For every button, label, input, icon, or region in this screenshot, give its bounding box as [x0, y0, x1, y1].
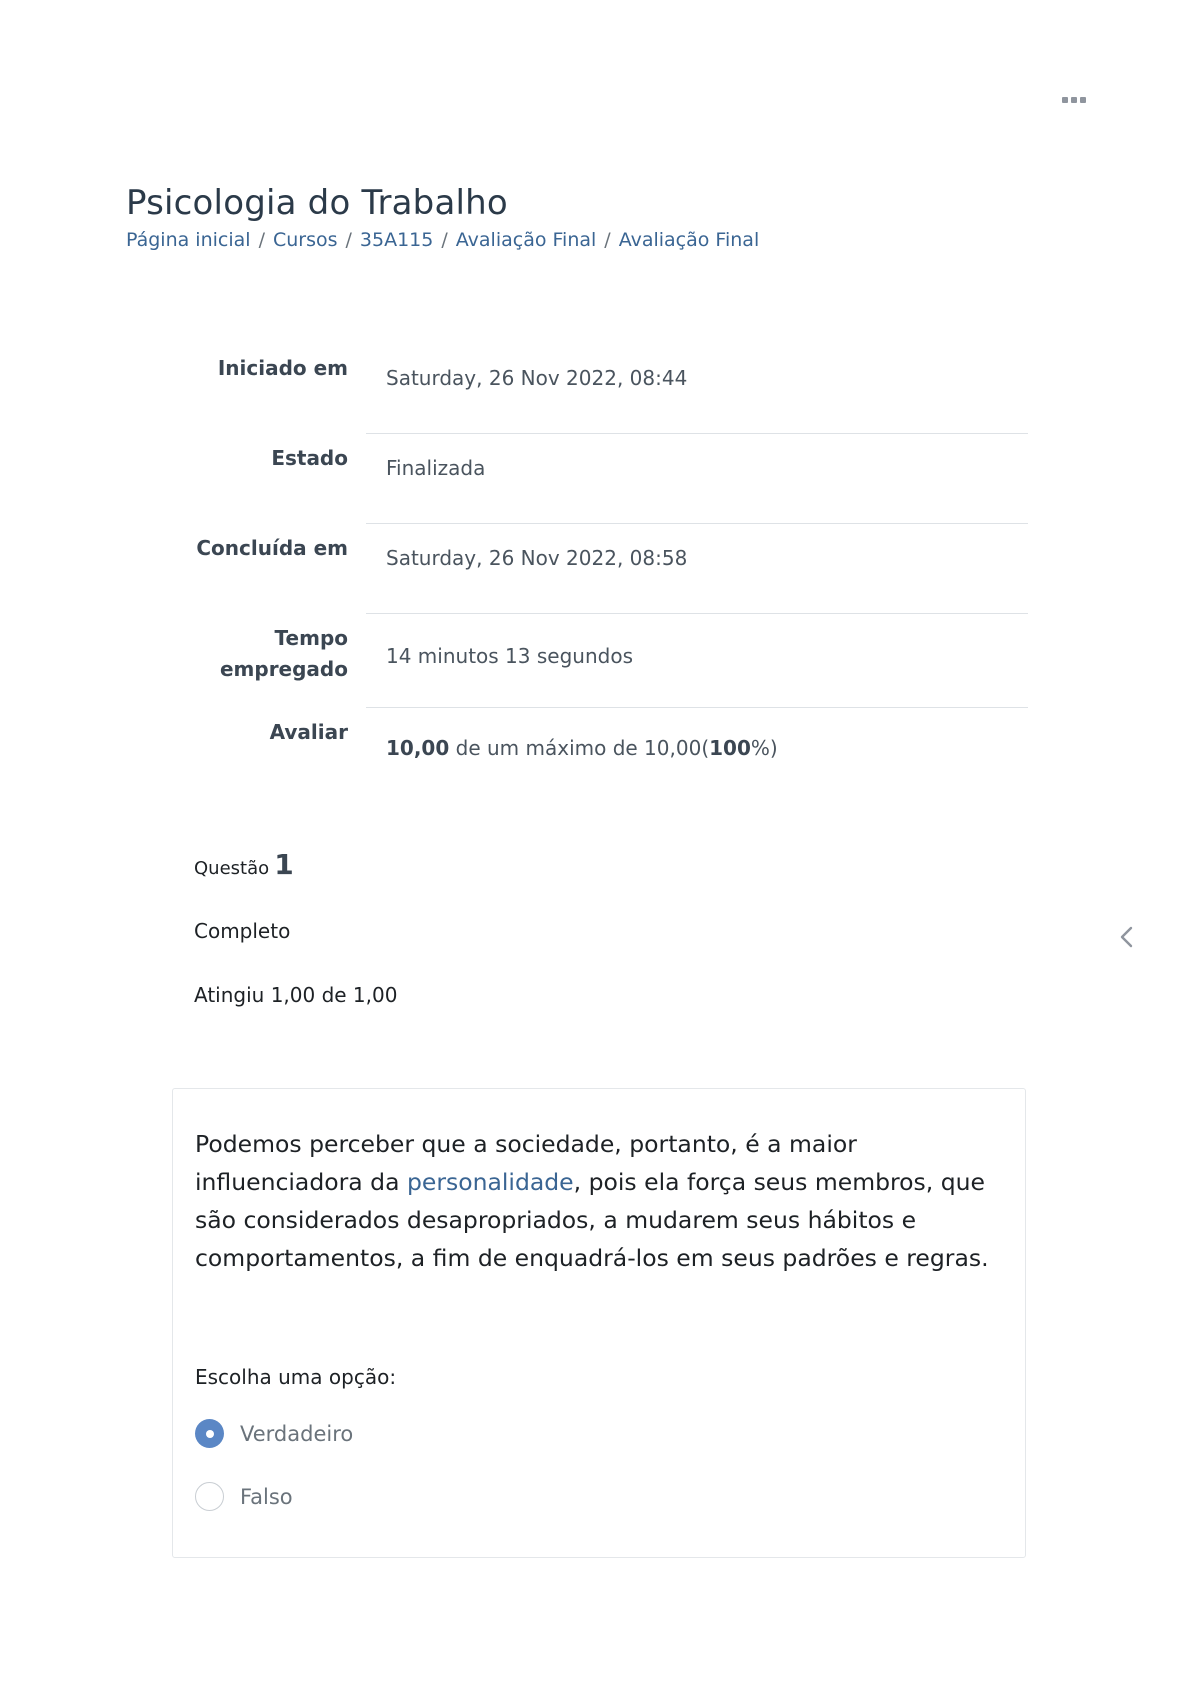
summary-label: Estado [271, 446, 348, 470]
question-state: Completo [194, 919, 291, 943]
summary-row-completed [126, 524, 1028, 614]
summary-label-line: Tempo [274, 626, 348, 650]
question-number: 1 [274, 848, 294, 881]
radio-button-selected[interactable] [195, 1419, 224, 1448]
breadcrumb-quiz[interactable]: Avaliação Final [618, 229, 760, 251]
question-text-before: Podemos perceber que a sociedade, portanto, é a maior influenciadora da [195, 1130, 857, 1196]
glossary-link[interactable]: personalidade [406, 1168, 574, 1196]
question-text [195, 1125, 1015, 1277]
radio-button[interactable] [195, 1482, 224, 1511]
breadcrumb-courses[interactable]: Cursos [272, 229, 338, 251]
dot [1062, 97, 1068, 103]
question-header [194, 848, 294, 881]
summary-row-started [126, 344, 1028, 434]
summary-value: Saturday, 26 Nov 2022, 08:58 [366, 524, 1028, 614]
summary-row-state [126, 434, 1028, 524]
breadcrumb-separator: / [258, 229, 265, 251]
summary-value [366, 708, 1028, 788]
summary-label: Avaliar [269, 720, 348, 744]
attempt-summary-table [126, 344, 1028, 788]
grade-percent: 100 [709, 736, 751, 760]
option-falso[interactable] [195, 1482, 293, 1511]
answer-prompt: Escolha uma opção: [195, 1365, 397, 1389]
grade-text-end: %) [750, 736, 778, 760]
breadcrumb-home[interactable]: Página inicial [126, 229, 251, 251]
option-label: Verdadeiro [240, 1421, 354, 1446]
breadcrumb-course-code[interactable]: 35A115 [359, 229, 434, 251]
breadcrumb-section[interactable]: Avaliação Final [455, 229, 597, 251]
option-label: Falso [240, 1484, 293, 1509]
breadcrumb-separator: / [345, 229, 352, 251]
more-options-icon[interactable] [1062, 97, 1086, 103]
summary-value: Finalizada [366, 434, 1028, 524]
summary-label-line: empregado [219, 657, 348, 681]
breadcrumb-separator: / [441, 229, 448, 251]
grade-score: 10,00 [386, 736, 450, 760]
breadcrumb-separator: / [604, 229, 611, 251]
summary-label [126, 614, 366, 708]
question-grade: Atingiu 1,00 de 1,00 [194, 983, 398, 1007]
summary-row-grade [126, 708, 1028, 788]
dot [1071, 97, 1077, 103]
chevron-left-icon[interactable] [1114, 924, 1140, 950]
grade-text: de um máximo de 10,00( [449, 736, 710, 760]
question-content-box [172, 1088, 1026, 1558]
dot [1080, 97, 1086, 103]
summary-label: Iniciado em [217, 356, 348, 380]
question-text-after: , pois ela força seus membros, que são considerados desapropriados, a mudarem seus hábitos e comportamentos, a fim de enquadrá-los em seus padrões e regras. [195, 1168, 989, 1272]
summary-value: Saturday, 26 Nov 2022, 08:44 [366, 344, 1028, 434]
question-label: Questão [194, 858, 270, 879]
page-title: Psicologia do Trabalho [126, 183, 508, 223]
option-verdadeiro[interactable] [195, 1419, 353, 1448]
summary-value: 14 minutos 13 segundos [366, 614, 1028, 708]
summary-label: Concluída em [196, 536, 348, 560]
breadcrumb [126, 229, 759, 251]
summary-row-time-taken [126, 614, 1028, 708]
